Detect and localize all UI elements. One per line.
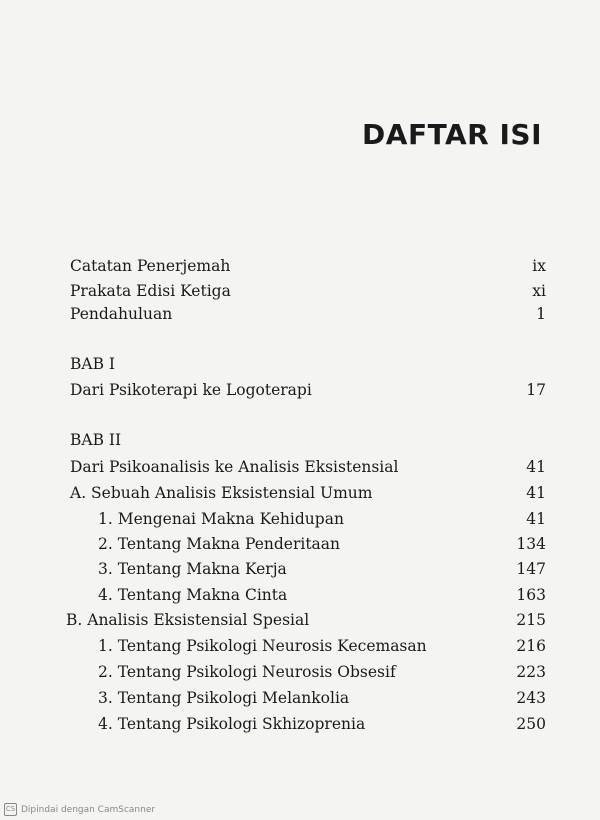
toc-entry-label: Dari Psikoterapi ke Logoterapi [70,381,312,399]
toc-entry-label: 3. Tentang Makna Kerja [98,560,287,578]
toc-entry-page: 41 [526,510,546,528]
toc-entry-page: 250 [516,715,546,733]
scanner-stamp [4,803,155,816]
toc-entry-page: 215 [516,611,546,629]
scanner-stamp-text: Dipindai dengan CamScanner [21,804,156,815]
toc-section [66,608,546,632]
page-title: DAFTAR ISI [362,118,542,151]
toc-entry [70,455,546,479]
toc-entry-label: 1. Mengenai Makna Kehidupan [98,510,344,528]
toc-entry-label: Prakata Edisi Ketiga [70,282,231,300]
toc-subentry [98,660,546,684]
toc-entry-label: 3. Tentang Psikologi Melankolia [98,689,350,707]
toc-entry [70,302,546,326]
toc-subentry [98,557,546,581]
chapter-heading: BAB II [70,431,122,449]
toc-entry-page: 216 [516,637,546,655]
toc-entry [70,254,546,278]
toc-entry-label: 1. Tentang Psikologi Neurosis Kecemasan [98,637,427,655]
toc-subentry [98,583,546,607]
toc-entry-page: 1 [536,305,546,323]
toc-subentry [98,634,546,658]
toc-subentry [98,507,546,531]
chapter-heading: BAB I [70,355,116,373]
toc-entry-label: 2. Tentang Psikologi Neurosis Obsesif [98,663,396,681]
toc-section [70,481,546,505]
toc-entry [70,279,546,303]
toc-subentry [98,532,546,556]
toc-entry-label: Dari Psikoanalisis ke Analisis Eksistensial [70,458,399,476]
toc-entry-page: ix [532,257,546,275]
toc-entry-page: 223 [516,663,546,681]
toc-entry-label: Catatan Penerjemah [70,257,231,275]
toc-entry-page: 134 [516,535,546,553]
toc-entry-label: 2. Tentang Makna Penderitaan [98,535,341,553]
toc-entry-page: xi [532,282,546,300]
toc-entry-label: Pendahuluan [70,305,173,323]
toc-entry-page: 243 [516,689,546,707]
toc-entry-page: 163 [516,586,546,604]
camscanner-icon: CS [4,803,17,816]
toc-entry-label: 4. Tentang Makna Cinta [98,586,288,604]
toc-section-label: A. Sebuah Analisis Eksistensial Umum [70,484,373,502]
toc-entry-page: 41 [526,484,546,502]
toc-entry [70,378,546,402]
toc-section-label: B. Analisis Eksistensial Spesial [66,611,310,629]
toc-entry-page: 41 [526,458,546,476]
toc-subentry [98,712,546,736]
toc-subentry [98,686,546,710]
toc-entry-label: 4. Tentang Psikologi Skhizoprenia [98,715,366,733]
toc-entry-page: 17 [526,381,546,399]
toc-entry-page: 147 [516,560,546,578]
